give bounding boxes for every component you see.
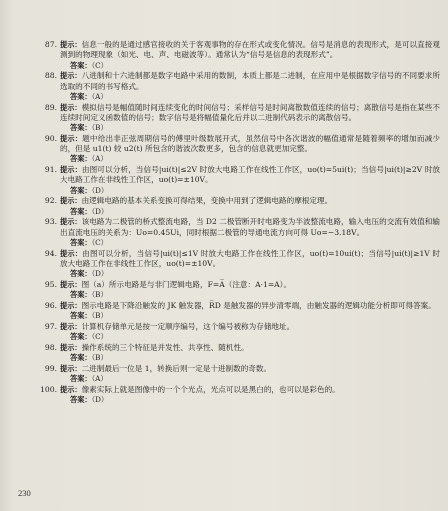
answer-value: （B）	[91, 123, 108, 133]
answer-label: 答案：	[70, 353, 92, 363]
item-number: 88.	[44, 71, 57, 81]
item-number: 93.	[44, 217, 57, 227]
hint-label: 提示：	[60, 384, 82, 394]
hint-text: 模拟信号是幅值随时间连续变化的时间信号；采样信号是时间离散数值连续的信号；离散信号是指在某些不连续时间定义函数值的信号；数字信号是将幅值量化后并以二进制代码表示的离散信号。	[60, 102, 440, 122]
answer-value: （D）	[91, 185, 109, 195]
answer-value: （C）	[91, 60, 108, 70]
answer-value: （A）	[91, 91, 108, 101]
item-number: 97.	[44, 321, 57, 331]
answer-value: （D）	[91, 269, 109, 279]
answer-item-90	[40, 134, 440, 165]
hint-text: 由图可以分析，当信号|ui(t)|≤1V 时放大电路工作在线性工作区，uo(t)=10ui(t)；当信号|ui(t)|≥1V 时放大电路工作在非线性工作区，uo(t)=±10V。	[60, 248, 440, 268]
hint-label: 提示：	[60, 196, 82, 206]
hint-text: 该电路为二极管的桥式整流电路，当 D2 二极管断开时电路变为半波整流电路，输入电压的交流有效值和输出直流电压的关系为：Uo=0.45Ui，同时根据二极管的导通电流方向可得 Uo=−3.18V。	[60, 217, 440, 237]
answer-item-98	[40, 343, 440, 364]
hint-label: 提示：	[60, 102, 82, 112]
hint-text: 图示电路是下降沿触发的 JK 触发器，R̅D 是触发器的异步清零端，由触发器的逻辑功能分析即可得答案。	[81, 300, 436, 310]
item-number: 98.	[44, 342, 57, 352]
hint-label: 提示：	[60, 133, 83, 143]
answer-value: （C）	[91, 332, 108, 342]
answer-list	[40, 40, 440, 406]
hint-text: 二进制最后一位是 1，转换后则一定是十进制数的奇数。	[81, 363, 272, 373]
answer-value: （B）	[91, 353, 108, 363]
answer-value: （D）	[91, 206, 109, 216]
hint-text: 题中给出非正弦周期信号的傅里叶级数展开式，虽然信号中各次谐波的幅值通常是随着频率的增加而减少的，但是 u1(t) 较 u2(t) 所包含的谐波次数更多，包含的信息就更加完整。	[60, 133, 440, 154]
answer-item-94	[40, 249, 440, 280]
answer-item-87	[40, 40, 440, 71]
answer-item-96	[40, 301, 440, 322]
answer-label: 答案：	[70, 154, 92, 164]
answer-label: 答案：	[70, 332, 92, 342]
answer-label: 答案：	[70, 290, 92, 300]
hint-label: 提示：	[60, 279, 82, 289]
item-number: 99.	[44, 363, 57, 373]
hint-label: 提示：	[60, 300, 82, 310]
answer-label: 答案：	[70, 206, 92, 216]
hint-label: 提示：	[60, 165, 82, 175]
answer-label: 答案：	[70, 311, 92, 321]
answer-item-99	[40, 364, 440, 385]
answer-item-92	[40, 196, 440, 217]
answer-label: 答案：	[70, 374, 92, 384]
hint-text: 由图可以分析，当信号|ui(t)|≤2V 时放大电路工作在线性工作区，uo(t)=5ui(t)；当信号|ui(t)|≥2V 时放大电路工作在非线性工作区，uo(t)=±10V。	[60, 165, 440, 185]
hint-text: 操作系统的三个特征是并发性、共享性、随机性。	[81, 342, 249, 352]
answer-value: （A）	[91, 374, 108, 384]
answer-value: （A）	[91, 154, 108, 164]
answer-item-100	[40, 385, 440, 406]
hint-label: 提示：	[60, 217, 82, 227]
answer-label: 答案：	[70, 185, 92, 195]
hint-text: 计算机存储单元是按一定顺序编号，这个编号被称为存储地址。	[81, 321, 295, 331]
item-number: 92.	[44, 196, 57, 206]
answer-value: （D）	[91, 395, 109, 405]
answer-item-88	[40, 71, 440, 102]
item-number: 87.	[44, 40, 57, 49]
item-number: 89.	[44, 102, 57, 112]
hint-label: 提示：	[60, 40, 82, 49]
answer-item-91	[40, 165, 440, 196]
item-number: 90.	[44, 133, 57, 143]
hint-label: 提示：	[60, 321, 82, 331]
answer-label: 答案：	[70, 123, 92, 133]
answer-label: 答案：	[70, 395, 92, 405]
hint-text: 像素实际上就是图像中的一个个光点，光点可以是黑白的，也可以是彩色的。	[81, 384, 340, 394]
answer-label: 答案：	[70, 91, 92, 101]
answer-item-97	[40, 322, 440, 343]
page-number: 230	[18, 488, 31, 498]
hint-text: 图（a）所示电路是与非门逻辑电路，F=A̅（注意：A·1=A）。	[81, 279, 292, 289]
item-number: 94.	[44, 248, 57, 258]
answer-label: 答案：	[70, 269, 92, 279]
answer-value: （C）	[91, 237, 108, 247]
hint-label: 提示：	[60, 342, 82, 352]
answer-label: 答案：	[70, 60, 92, 70]
hint-text: 由逻辑电路的基本关系变换可得结果，变换中用到了逻辑电路的摩根定理。	[81, 196, 333, 206]
item-number: 91.	[44, 165, 57, 175]
item-number: 95.	[44, 279, 57, 289]
hint-text: 八进制和十六进制都是数字电路中采用的数制，本质上都是二进制，在应用中是根据数字信号的不同要求所选取的不同的书写格式。	[60, 71, 440, 91]
answer-value: （B）	[91, 290, 108, 300]
answer-value: （B）	[91, 311, 108, 321]
answer-item-93	[40, 217, 440, 248]
hint-text: 信息一般的是通过感官接收的关于客观事物的存在形式或变化情况。信号是消息的表现形式，是可以直接观测到的物理现象（如光、电、声、电磁波等）。通常认为“信号是信息的表现形式”。	[60, 40, 440, 60]
answer-label: 答案：	[70, 237, 92, 247]
hint-label: 提示：	[60, 363, 82, 373]
answer-item-89	[40, 103, 440, 134]
item-number: 96.	[44, 300, 57, 310]
answer-item-95	[40, 280, 440, 301]
item-number: 100.	[40, 384, 57, 394]
hint-label: 提示：	[60, 71, 82, 81]
hint-label: 提示：	[60, 248, 83, 258]
